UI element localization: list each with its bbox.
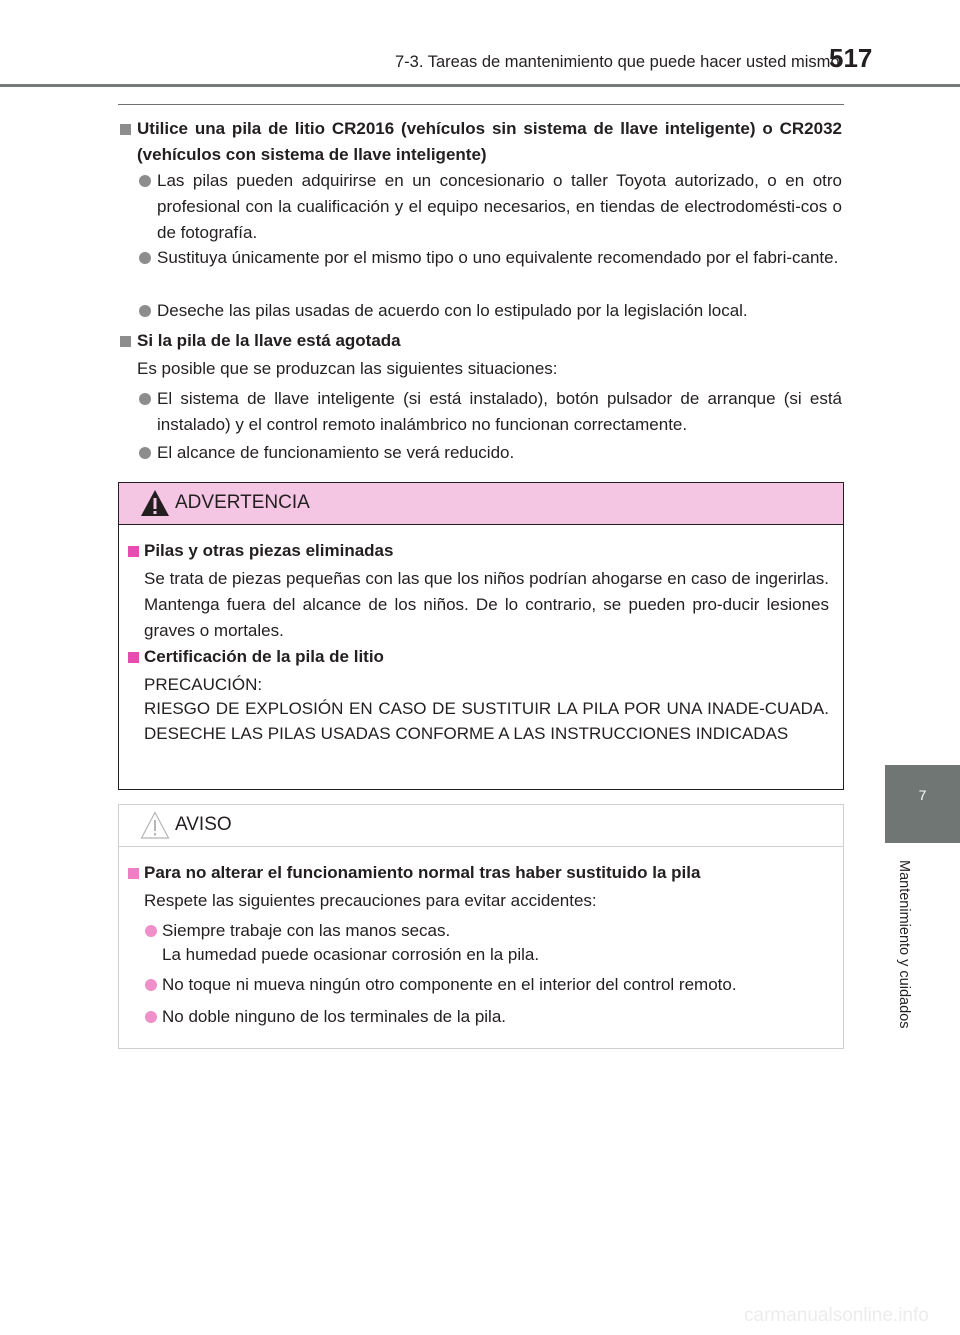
notice-heading: Para no alterar el funcionamiento normal tras haber sustituido la pila [144,863,701,882]
warning-triangle-icon [140,489,170,517]
warning-item-heading: Pilas y otras piezas eliminadas [144,541,394,560]
bullet-dot [139,447,151,459]
notice-bullet-text: Siempre trabaje con las manos secas. [162,921,451,940]
chapter-side-label [879,860,929,1070]
chapter-tab-number: 7 [918,787,927,803]
watermark-text: carmanualsonline.info [744,1305,929,1326]
notice-title: AVISO [175,814,232,835]
notice-bullet-text: No doble ninguno de los terminales de la pila. [162,1007,507,1026]
section-square-bullet [120,124,131,135]
bullet-text: El alcance de funcionamiento se verá reducido. [157,443,515,462]
chapter-tab [885,765,960,843]
section-intro: Es posible que se produzcan las siguientes situaciones: [137,359,558,378]
chapter-side-label-text: Mantenimiento y cuidados [896,860,912,1029]
bullet-text: Las pilas pueden adquirirse en un concesionario o taller Toyota autorizado, o en otro profesional con la cualificación y el equipo necesarios, en tiendas de electrodomésti-cos o de fotografía. [157,171,842,242]
bullet-text: Deseche las pilas usadas de acuerdo con lo estipulado por la legislación local. [157,301,748,320]
warning-box [118,482,844,790]
warning-title: ADVERTENCIA [175,492,310,513]
warning-item-text: RIESGO DE EXPLOSIÓN EN CASO DE SUSTITUIR LA PILA POR UNA INADE-CUADA. DESECHE LAS PILAS USADAS CONFORME A LAS INSTRUCCIONES INDICADAS [144,699,829,743]
header-rule [0,84,960,87]
warning-square-bullet [128,546,139,557]
section-square-bullet [120,336,131,347]
bullet-dot [139,393,151,405]
section-heading: Si la pila de la llave está agotada [137,331,401,350]
bullet-dot [139,252,151,264]
section-heading: Utilice una pila de litio CR2016 (vehículos sin sistema de llave inteligente) o CR2032 (vehículos con sistema de llave inteligente) [137,119,842,164]
notice-bullet-dot [145,925,157,937]
notice-bullet-dot [145,979,157,991]
watermark-logo [742,1300,952,1328]
page-number: 517 [829,43,873,73]
notice-bullet-dot [145,1011,157,1023]
warning-item-line: PRECAUCIÓN: [144,675,263,694]
notice-header [119,805,843,847]
warning-item-heading: Certificación de la pila de litio [144,647,384,666]
warning-square-bullet [128,652,139,663]
notice-intro: Respete las siguientes precauciones para evitar accidentes: [144,891,597,910]
notice-bullet-text: La humedad puede ocasionar corrosión en la pila. [162,945,540,964]
bullet-dot [139,175,151,187]
warning-item-text: Se trata de piezas pequeñas con las que los niños podrían ahogarse en caso de ingerirlas. Mantenga fuera del alcance de los niños. De lo contrario, se pueden pro-ducir lesiones graves o mortales. [144,569,829,640]
notice-box [118,804,844,1049]
bullet-dot [139,305,151,317]
warning-header [119,483,843,525]
notice-square-bullet [128,868,139,879]
caution-triangle-icon [140,811,170,839]
running-header: 7-3. Tareas de mantenimiento que puede hacer usted mismo [395,53,840,71]
bullet-text: Sustituya únicamente por el mismo tipo o uno equivalente recomendado por el fabri-cante. [157,248,839,267]
bullet-text: El sistema de llave inteligente (si está instalado), botón pulsador de arranque (si está instalado) y el control remoto inalámbrico no funcionan correctamente. [157,389,842,434]
content-top-rule [118,104,844,105]
notice-bullet-text: No toque ni mueva ningún otro componente en el interior del control remoto. [162,975,737,994]
